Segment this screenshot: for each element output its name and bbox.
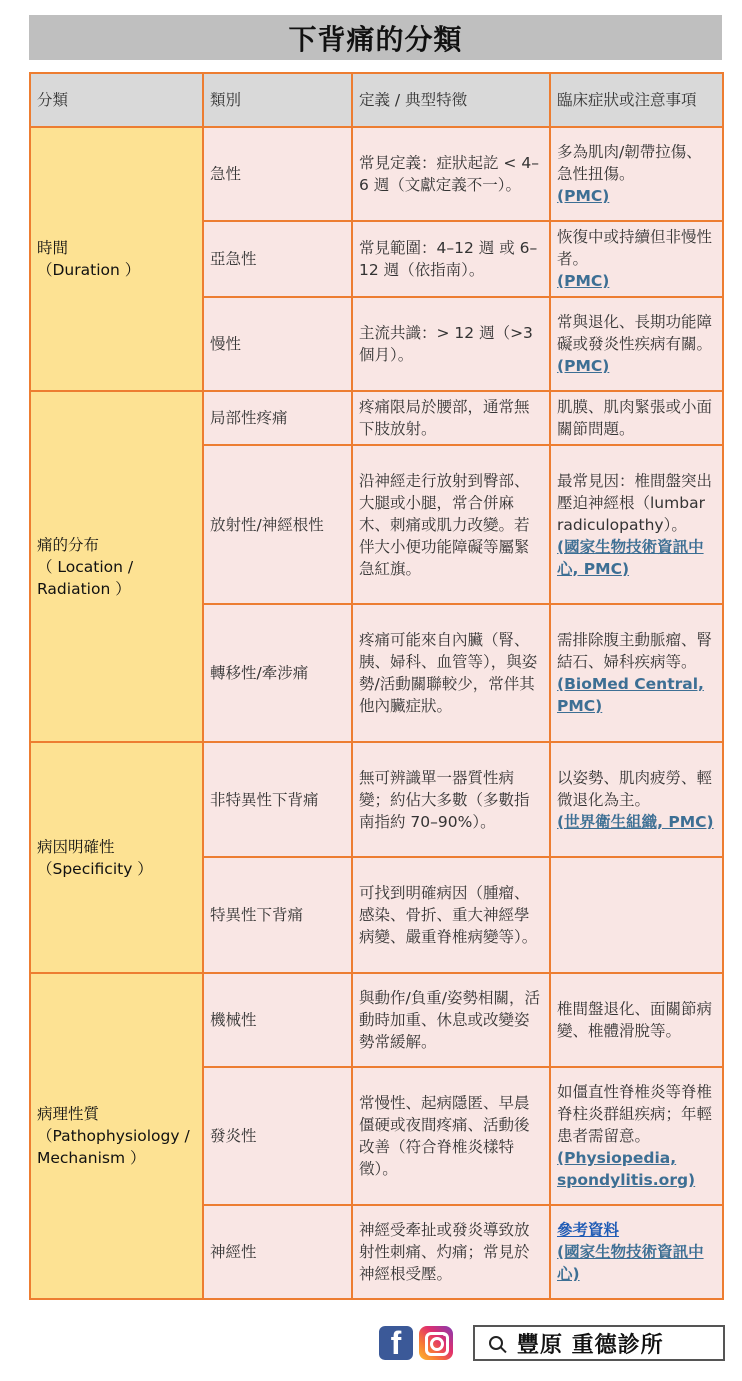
notes-cell: [550, 391, 723, 445]
classification-table: [29, 72, 724, 1300]
definition-cell: 主流共識：> 12 週（>3 個月）。: [352, 297, 550, 391]
type-cell: 非特異性下背痛: [203, 742, 352, 857]
type-cell: 發炎性: [203, 1067, 352, 1205]
table-row: [30, 742, 723, 857]
reference-link[interactable]: (PMC): [557, 357, 610, 375]
instagram-lens: [430, 1337, 444, 1351]
type-cell: 轉移性/牽涉痛: [203, 604, 352, 742]
table-row: [30, 127, 723, 221]
page-title: 下背痛的分類: [288, 22, 463, 56]
definition-cell: 神經受牽扯或發炎導致放射性刺痛、灼痛；常見於神經根受壓。: [352, 1205, 550, 1299]
reference-link[interactable]: (BioMed Central, PMC): [557, 675, 704, 715]
notes-text: 最常見因：椎間盤突出壓迫神經根（lumbar radiculopathy）。: [557, 471, 713, 534]
clinic-search-box[interactable]: [473, 1325, 725, 1361]
notes-cell: [550, 127, 723, 221]
notes-text: 肌膜、肌肉緊張或小面關節問題。: [557, 398, 713, 438]
type-cell: 亞急性: [203, 221, 352, 297]
title-bar: [29, 15, 722, 60]
footer-social-bar: [379, 1325, 725, 1361]
notes-cell: [550, 1205, 723, 1299]
reference-link[interactable]: (世界衛生組織, PMC): [557, 812, 714, 831]
header-type: 類別: [203, 73, 352, 127]
category-label-en: （Specificity ）: [37, 859, 153, 878]
header-definition: 定義 / 典型特徵: [352, 73, 550, 127]
facebook-icon[interactable]: [379, 1326, 413, 1360]
category-label: 病因明確性: [37, 837, 115, 856]
category-label-en: （Pathophysiology / Mechanism ）: [37, 1127, 190, 1167]
header-category: 分類: [30, 73, 203, 127]
notes-text: 椎間盤退化、面關節病變、椎體滑脫等。: [557, 1000, 713, 1040]
notes-cell: [550, 445, 723, 604]
notes-cell: [550, 604, 723, 742]
definition-cell: 可找到明確病因（腫瘤、感染、骨折、重大神經學病變、嚴重脊椎病變等）。: [352, 857, 550, 973]
notes-cell: [550, 973, 723, 1067]
category-label: 痛的分布: [37, 535, 100, 554]
type-cell: 慢性: [203, 297, 352, 391]
notes-cell: [550, 1067, 723, 1205]
definition-cell: 與動作/負重/姿勢相關，活動時加重、休息或改變姿勢常緩解。: [352, 973, 550, 1067]
type-cell: 急性: [203, 127, 352, 221]
table-row: [30, 391, 723, 445]
search-icon: [489, 1336, 503, 1350]
definition-cell: 常見範圍：4–12 週 或 6–12 週（依指南）。: [352, 221, 550, 297]
table-row: [30, 973, 723, 1067]
references-title-link[interactable]: 參考資料: [557, 1221, 620, 1239]
type-cell: 機械性: [203, 973, 352, 1067]
definition-cell: 疼痛限局於腰部，通常無下肢放射。: [352, 391, 550, 445]
type-cell: 特異性下背痛: [203, 857, 352, 973]
notes-cell: [550, 221, 723, 297]
notes-text: 以姿勢、肌肉疲勞、輕微退化為主。: [557, 768, 713, 809]
type-cell: 神經性: [203, 1205, 352, 1299]
notes-cell: [550, 297, 723, 391]
table-header-row: [30, 73, 723, 127]
definition-cell: 疼痛可能來自內臟（腎、胰、婦科、血管等），與姿勢/活動關聯較少，常伴其他內臟症狀。: [352, 604, 550, 742]
reference-link[interactable]: (國家生物技術資訊中心): [557, 1243, 704, 1283]
notes-text: 多為肌肉/韌帶拉傷、急性扭傷。: [557, 143, 702, 183]
reference-link[interactable]: (國家生物技術資訊中心, PMC): [557, 537, 704, 578]
category-label: 病理性質: [37, 1105, 100, 1123]
type-cell: 放射性/神經根性: [203, 445, 352, 604]
notes-text: 如僵直性脊椎炎等脊椎脊柱炎群組疾病；年輕患者需留意。: [557, 1083, 713, 1145]
category-cell: [30, 391, 203, 742]
category-cell: [30, 973, 203, 1299]
category-label-en: （ Location / Radiation ）: [37, 557, 134, 598]
category-cell: [30, 127, 203, 391]
reference-link[interactable]: (Physiopedia, spondylitis.org): [557, 1149, 696, 1189]
category-label-en: （Duration ）: [37, 261, 141, 279]
instagram-dot: [443, 1333, 446, 1336]
notes-text: 常與退化、長期功能障礙或發炎性疾病有關。: [557, 313, 713, 353]
instagram-icon[interactable]: [419, 1326, 453, 1360]
category-cell: [30, 742, 203, 973]
definition-cell: 無可辨識單一器質性病變；約佔大多數（多數指南指約 70–90%）。: [352, 742, 550, 857]
category-label: 時間: [37, 239, 69, 257]
clinic-name: 豐原 重德診所: [517, 1332, 664, 1358]
notes-cell: [550, 857, 723, 973]
facebook-glyph: f: [390, 1326, 402, 1360]
definition-cell: 沿神經走行放射到臀部、大腿或小腿，常合併麻木、刺痛或肌力改變。若伴大小便功能障礙等屬緊急紅旗。: [352, 445, 550, 604]
reference-link[interactable]: (PMC): [557, 187, 610, 205]
header-clinical-notes: 臨床症狀或注意事項: [550, 73, 723, 127]
definition-cell: 常慢性、起病隱匿、早晨僵硬或夜間疼痛、活動後改善（符合脊椎炎樣特徵）。: [352, 1067, 550, 1205]
reference-link[interactable]: (PMC): [557, 272, 610, 290]
definition-cell: 常見定義：症狀起訖 < 4–6 週（文獻定義不一）。: [352, 127, 550, 221]
notes-cell: [550, 742, 723, 857]
notes-text: 恢復中或持續但非慢性者。: [557, 228, 713, 268]
type-cell: 局部性疼痛: [203, 391, 352, 445]
notes-text: 需排除腹主動脈瘤、腎結石、婦科疾病等。: [557, 631, 713, 671]
